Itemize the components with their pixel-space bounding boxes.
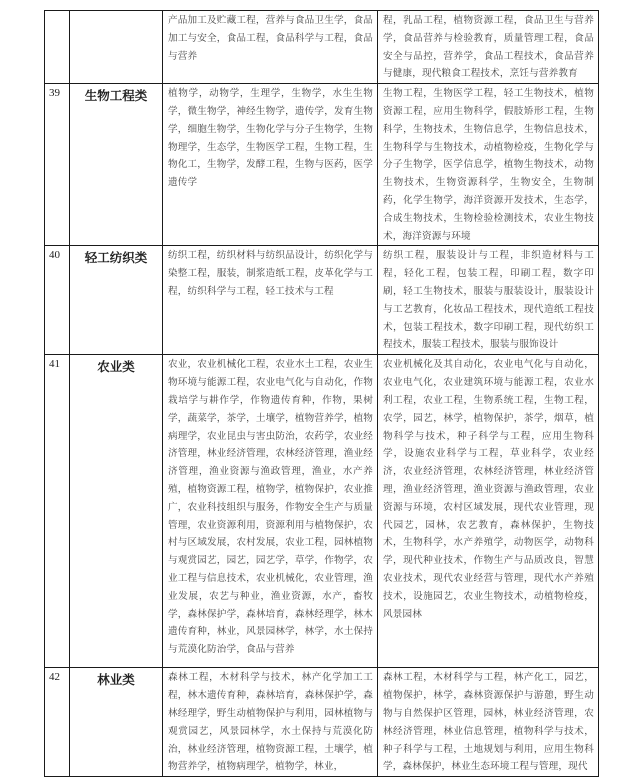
- undergraduate-majors: 农业，农业机械化工程，农业水土工程，农业生物环境与能源工程，农业电气化与自动化，作物栽培学与耕作学，作物遗传育种，作物，果树学，蔬菜学，茶学，土壤学，植物营养学，植物病理学，农业昆虫与害虫防治，农药学，农业经济管理，林业经济管理，农林经济管理，渔业经济管理，渔业资源与渔政管理，渔业，水产养殖，植物资源工程，植物学，植物保护，农业推广，农业科技组织与服务，作物安全生产与质量管理，农业资源利用，资源利用与植物保护，农村与区域发展，农村发展，农业工程，园林植物与观赏园艺，园艺，园艺学，草学，作物学，农业工程与信息技术，农业机械化，农业管理，渔业发展，农艺与种业，渔业资源，水产，畜牧学，森林保护学，森林培育，森林经理学，林木遗传育种，林业，风景园林学，林学，水土保持与荒漠化防治学，食品与营养: [163, 355, 378, 668]
- category-name: [70, 11, 163, 84]
- table-row: [45, 668, 599, 777]
- row-number: 41: [45, 355, 70, 668]
- row-number: [45, 11, 70, 84]
- row-number: 40: [45, 246, 70, 355]
- row-number: 39: [45, 84, 70, 246]
- category-name: 轻工纺织类: [70, 246, 163, 355]
- row-number: 42: [45, 668, 70, 777]
- table-row: [45, 246, 599, 355]
- vocational-majors: 森林工程，木材科学与工程，林产化工，园艺，植物保护，林学，森林资源保护与游憩，野生动物与自然保护区管理，园林，林业经济管理，农林经济管理，林业信息管理，植物科学与技术，种子科学与工程，土地规划与利用，应用生物科学，森林保护，林业生态环境工程与管理，现代: [378, 668, 599, 777]
- vocational-majors: 纺织工程，服装设计与工程，非织造材料与工程，轻化工程，包装工程，印刷工程，数字印刷，轻工生物技术，服装与服装设计，服装设计与工艺教育，化妆品工程技术，现代造纸工程技术，包装工程技术，数字印刷工程，现代纺织工程技术，服装工程技术，服装与服饰设计: [378, 246, 599, 355]
- table-row: [45, 355, 599, 668]
- undergraduate-majors: 植物学，动物学，生理学，生物学，水生生物学，微生物学，神经生物学，遗传学，发育生物学，细胞生物学，生物化学与分子生物学，生物物理学，生态学，生物医学工程，生物工程，生物化工，生物学，发酵工程，生物与医药，医学遗传学: [163, 84, 378, 246]
- undergraduate-majors: 纺织工程，纺织材料与纺织品设计，纺织化学与染整工程，服装，制浆造纸工程，皮革化学与工程，纺织科学与工程，轻工技术与工程: [163, 246, 378, 355]
- undergraduate-majors: 产品加工及贮藏工程，营养与食品卫生学，食品加工与安全，食品工程，食品科学与工程，食品与营养: [163, 11, 378, 84]
- category-name: 生物工程类: [70, 84, 163, 246]
- undergraduate-majors: 森林工程，木材科学与技术，林产化学加工工程，林木遗传育种，森林培育，森林保护学，森林经理学，野生动植物保护与利用，园林植物与观赏园艺，风景园林学，水土保持与荒漠化防治，林业经济管理，植物资源工程，土壤学，植物营养学，植物病理学，植物学，林业，: [163, 668, 378, 777]
- category-name: 林业类: [70, 668, 163, 777]
- vocational-majors: 农业机械化及其自动化，农业电气化与自动化，农业电气化，农业建筑环境与能源工程，农业水利工程，农业工程，生物系统工程，生物工程，农学，园艺，林学，植物保护，茶学，烟草，植物科学与技术，种子科学与工程，应用生物科学，设施农业科学与工程，草业科学，农业经济，农业经济管理，农林经济管理，林业经济管理，渔业经济管理，渔业资源与渔政管理，农业资源与环境，农村区域发展，现代农业管理，现代园艺，园林，农艺教育，森林保护，生物技术，生物科学，水产养殖学，动物医学，动物科学，现代种业技术，作物生产与品质改良，智慧农业技术，现代农业经营与管理，现代水产养殖技术，设施园艺，农业生物技术，动植物检疫，风景园林: [378, 355, 599, 668]
- vocational-majors: 程，乳品工程，植物资源工程，食品卫生与营养学，食品营养与检验教育，质量管理工程，食品安全与品控，营养学，食品工程技术，食品营养与健康，现代粮食工程技术，烹饪与营养教育: [378, 11, 599, 84]
- table-row: [45, 84, 599, 246]
- majors-table: [44, 10, 599, 777]
- table-row: [45, 11, 599, 84]
- vocational-majors: 生物工程，生物医学工程，轻工生物技术，植物资源工程，应用生物科学，假肢矫形工程，生物科学，生物技术，生物信息学，生物信息技术，生物科学与生物技术，动植物检疫，生物化学与分子生物学，医学信息学，植物生物技术，动物生物技术，生物资源科学，生物安全，生物制药，化学生物学，海洋资源开发技术，生态学，合成生物技术，生物检验检测技术，农业生物技术，海洋资源与环境: [378, 84, 599, 246]
- category-name: 农业类: [70, 355, 163, 668]
